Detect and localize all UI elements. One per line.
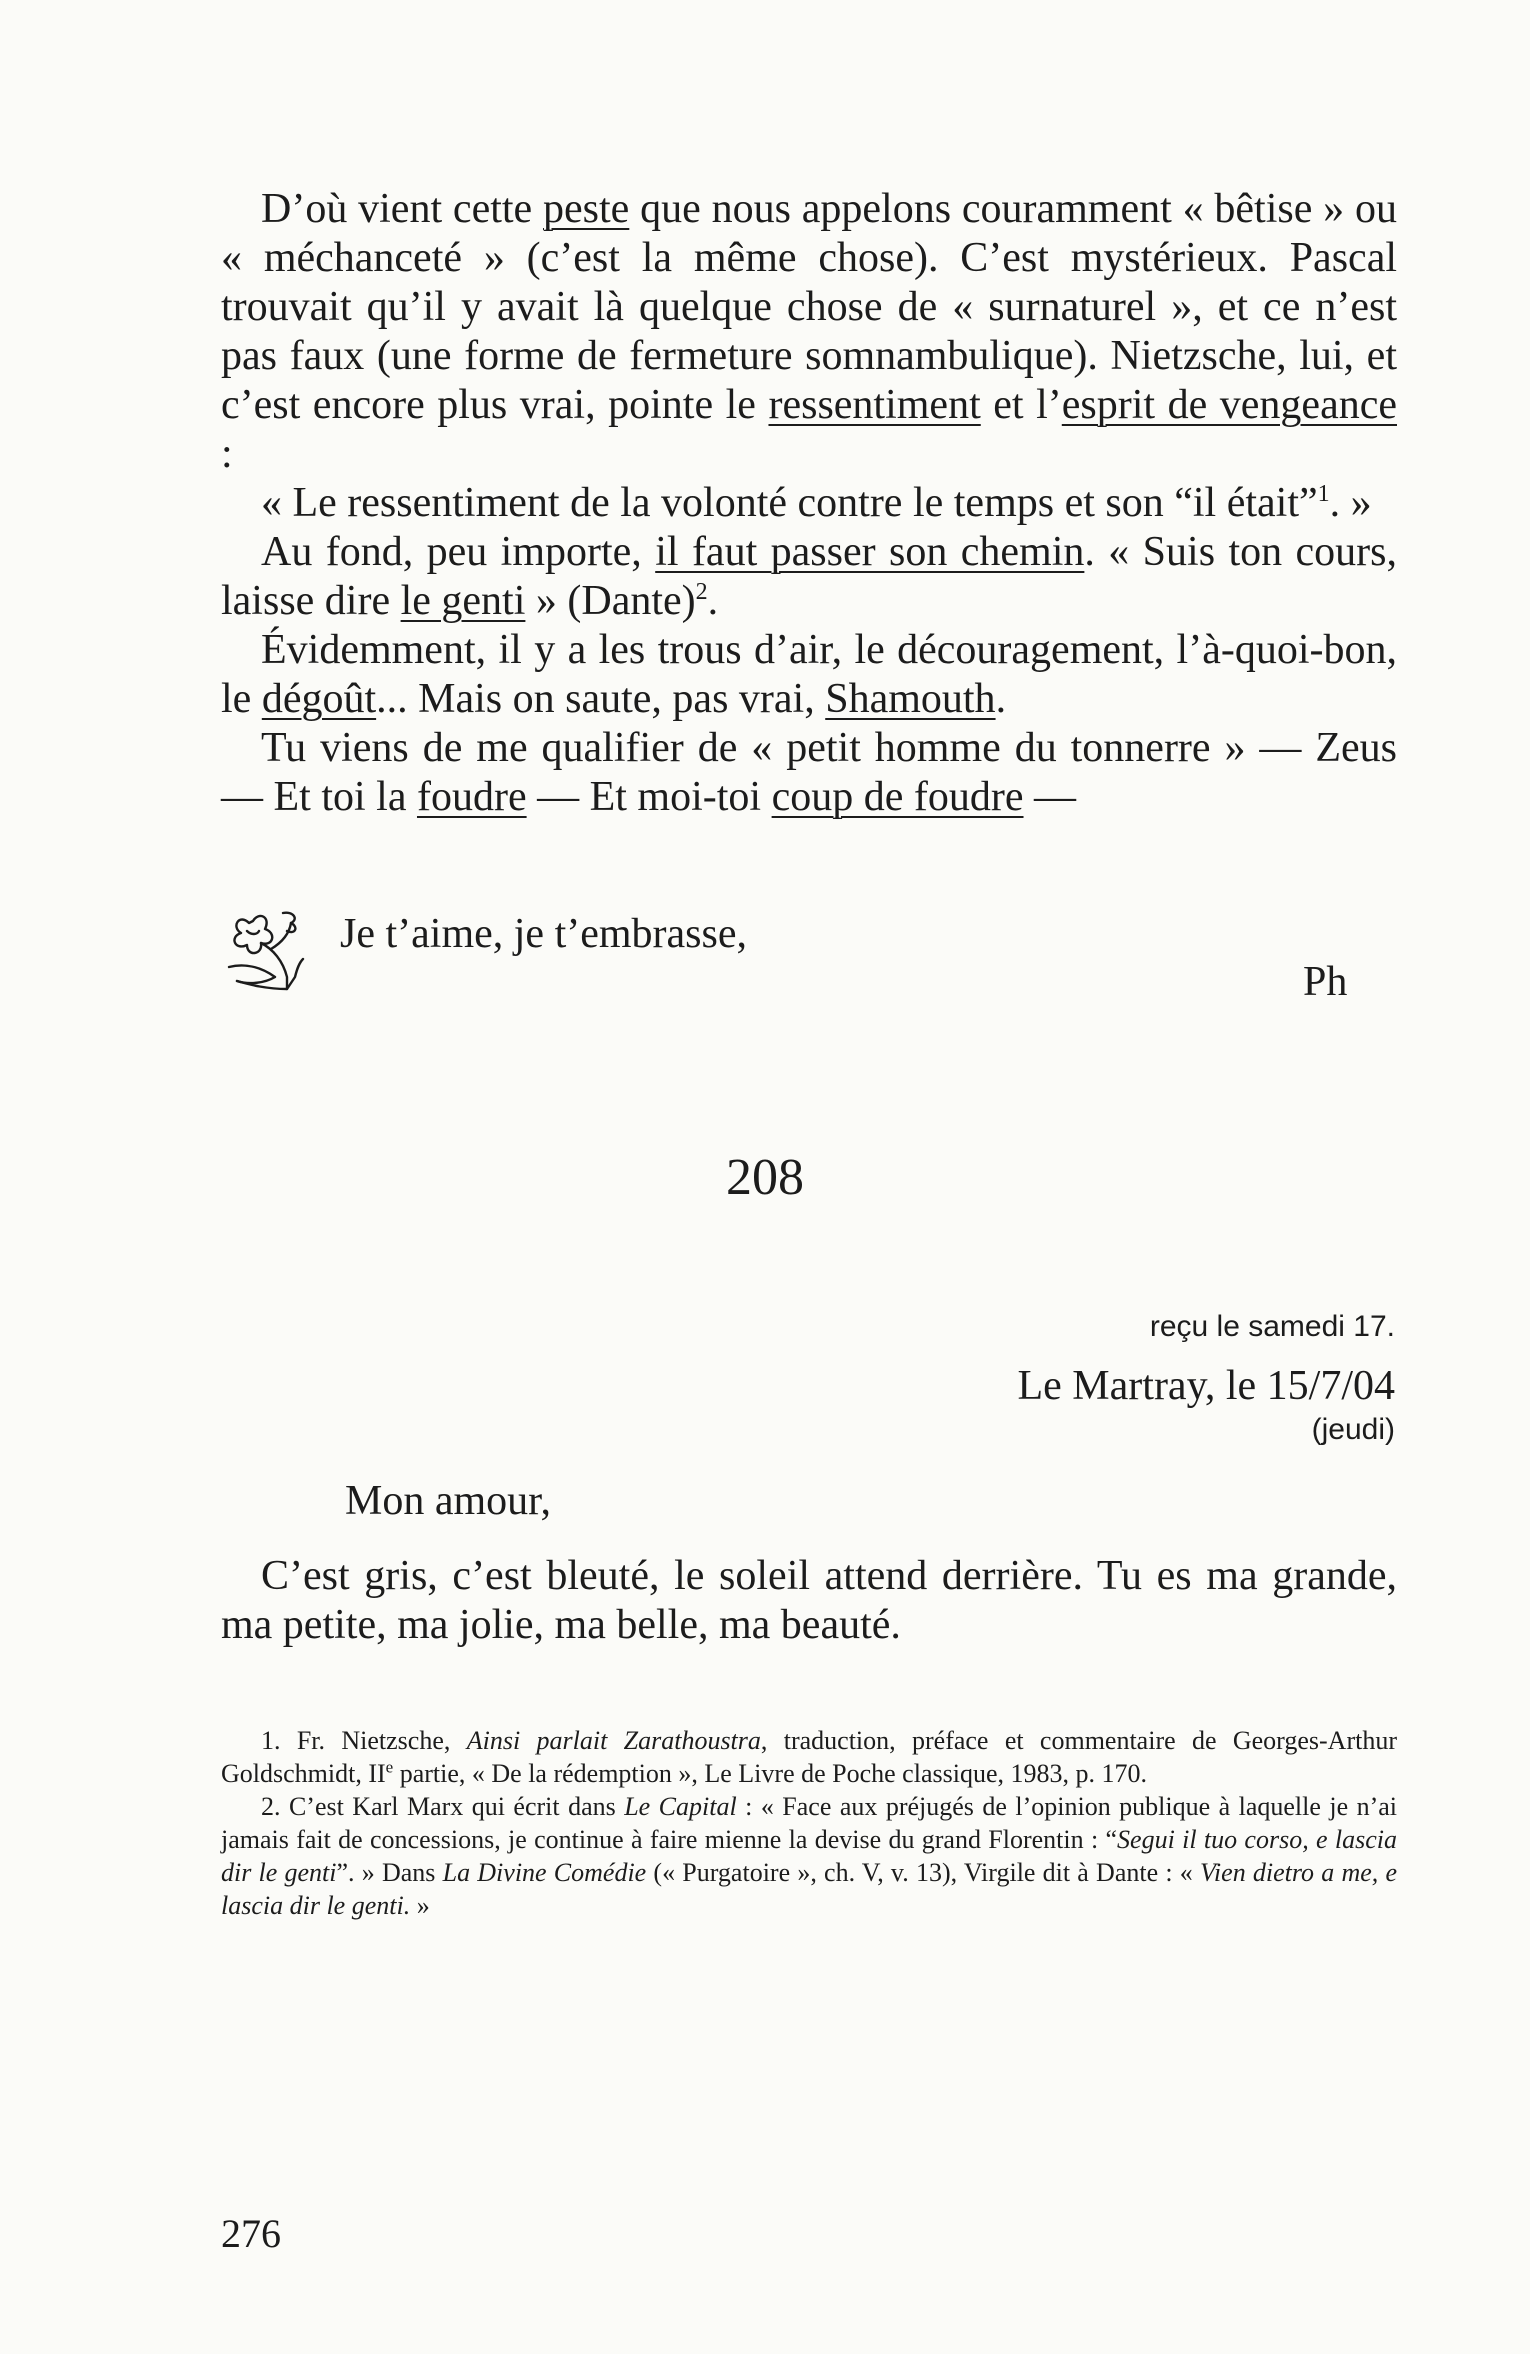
underlined-phrase: il faut passer son chemin bbox=[655, 529, 1085, 575]
flower-doodle-icon bbox=[221, 905, 321, 995]
paragraph-3: Au fond, peu importe, il faut passer son chemin. « Suis ton cours, laisse dire le genti » (Dante)$^2$. bbox=[221, 529, 1397, 624]
signature: Ph bbox=[1303, 959, 1348, 1005]
footnote-2: 2. C’est Karl Marx qui écrit dans Le Capital : « Face aux préjugés de l’opinion publique à laquelle je n’ai jamais fait de concessions, je continue à faire mienne la devise du grand Florentin : “Segui il tuo corso, e lascia dir le genti”. » Dans La Divine Comédie (« Purgatoire », ch. V, v. 13), Virgile dit à Dante : « Vien dietro a me, e lascia dir le genti. » bbox=[221, 1792, 1398, 1920]
paragraph-1: D’où vient cette peste que nous appelons couramment « bêtise » ou « méchanceté » (c’est la même chose). C’est mystérieux. Pascal trouvait qu’il y avait là quelque chose de « surnaturel », et ce n’est pas faux (une forme de fermeture somnambulique). Nietzsche, lui, et c’est encore plus vrai, pointe le ressentiment et l’esprit de vengeance : bbox=[221, 186, 1398, 477]
underlined-word: Shamouth bbox=[825, 676, 996, 722]
closing-line: Je t’aime, je t’embrasse, bbox=[340, 911, 747, 957]
place-date: Le Martray, le 15/7/04 bbox=[1017, 1363, 1395, 1409]
paragraph-5: Tu viens de me qualifier de « petit homme du tonnerre » — Zeus — Et toi la foudre — Et moi-toi coup de foudre — bbox=[221, 725, 1397, 820]
letter-body bbox=[221, 185, 1397, 822]
underlined-phrase: coup de foudre bbox=[771, 774, 1024, 820]
paragraph-4: Évidemment, il y a les trous d’air, le découragement, l’à-quoi-bon, le dégoût... Mais on saute, pas vrai, Shamouth. bbox=[221, 627, 1397, 722]
underlined-word: foudre bbox=[416, 774, 527, 820]
day-note: (jeudi) bbox=[1311, 1413, 1395, 1446]
page-number: 276 bbox=[221, 2211, 281, 2256]
salutation: Mon amour, bbox=[345, 1478, 551, 1524]
footnote-ref: 2 bbox=[695, 579, 708, 605]
footnote-1: 1. Fr. Nietzsche, Ainsi parlait Zarathoustra, traduction, préface et commentaire de Georges-Arthur Goldschmidt, IIe partie, « De la rédemption », Le Livre de Poche classique, 1983, p. 170. bbox=[221, 1726, 1398, 1788]
underlined-phrase: le genti bbox=[400, 578, 526, 624]
underlined-word: ressentiment bbox=[768, 382, 981, 428]
footnotes bbox=[221, 1724, 1397, 1922]
underlined-word: peste bbox=[543, 186, 630, 232]
received-note: reçu le samedi 17. bbox=[1149, 1310, 1395, 1343]
footnote-ref: 1 bbox=[1317, 481, 1330, 507]
underlined-phrase: esprit de vengeance bbox=[1061, 382, 1397, 428]
letter-opening: C’est gris, c’est bleuté, le soleil attend derrière. Tu es ma grande, ma petite, ma jolie, ma belle, ma beauté. bbox=[221, 1553, 1397, 1648]
letter-number: 208 bbox=[726, 1149, 804, 1206]
underlined-word: dégoût bbox=[261, 676, 377, 722]
paragraph-2: « Le ressentiment de la volonté contre le temps et son “il était”$^1$. » bbox=[261, 480, 1372, 526]
